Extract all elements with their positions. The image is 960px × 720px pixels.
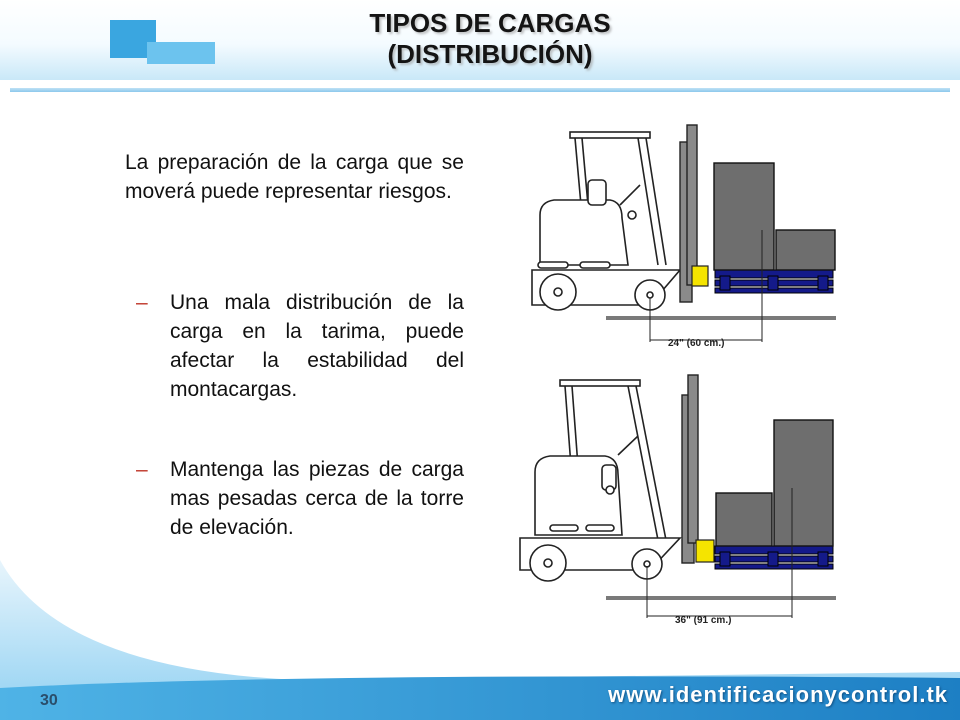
- forklift-illustration-top: [510, 120, 840, 370]
- mast-rear: [688, 375, 698, 543]
- dimension-label: 36" (91 cm.): [675, 615, 732, 626]
- load-box-small: [716, 493, 772, 546]
- footer-url[interactable]: www.identificacionycontrol.tk: [608, 682, 948, 707]
- load-box-tall: [714, 163, 774, 270]
- title-line-2: (DISTRIBUCIÓN): [387, 39, 593, 69]
- dimension-label: 24" (60 cm.): [668, 338, 725, 349]
- forklift-body: [532, 132, 680, 310]
- bullet-text: Una mala distribución de la carga en la tarima, puede afectar la estabilidad del montacargas.: [170, 291, 464, 401]
- load-box-tall: [774, 420, 833, 546]
- mast-rear: [687, 125, 697, 285]
- intro-paragraph: La preparación de la carga que se moverá puede representar riesgos.: [125, 151, 464, 203]
- forklift-body: [520, 380, 680, 581]
- header-divider: [10, 88, 950, 92]
- bullet-text: Mantenga las piezas de carga mas pesadas cerca de la torre de elevación.: [170, 458, 464, 539]
- title-line-1: TIPOS DE CARGAS: [369, 8, 611, 38]
- load-box-small: [776, 230, 835, 270]
- slide-title: [300, 8, 680, 70]
- fork-carriage: [692, 266, 708, 286]
- bullet-item: [136, 455, 464, 542]
- logo-square-light: [147, 42, 215, 64]
- bullet-dash: –: [136, 291, 148, 314]
- bullet-dash: –: [136, 458, 148, 481]
- fork-carriage: [696, 540, 714, 562]
- pallet: [715, 270, 833, 293]
- bullet-item: [136, 288, 464, 404]
- page-number: 30: [40, 692, 58, 709]
